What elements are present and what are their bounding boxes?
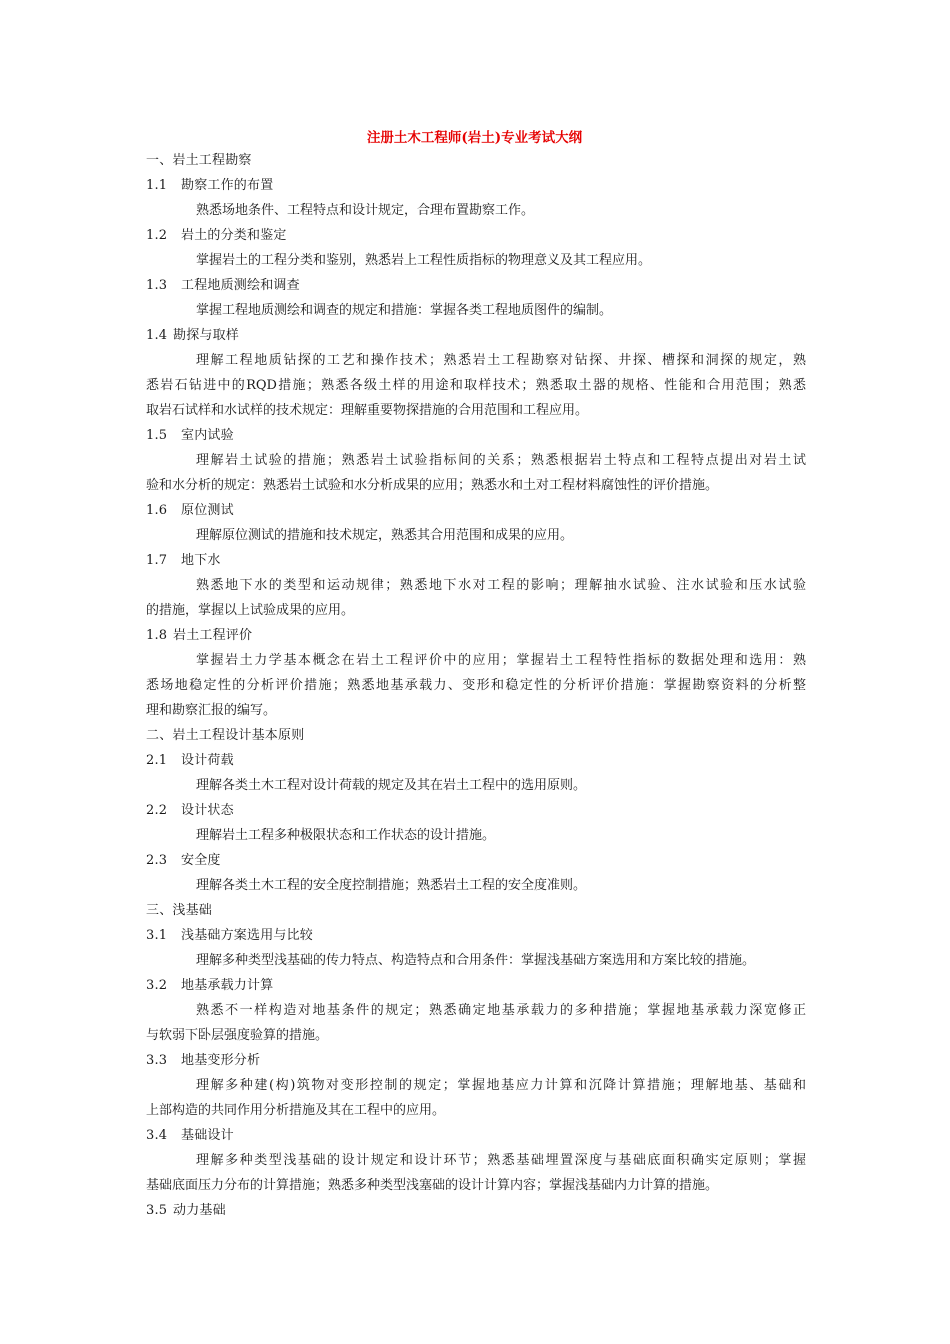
paragraph-line xyxy=(146,198,806,223)
subsection-title: 勘察工作的布置 xyxy=(181,178,274,193)
subsection-title: 安全度 xyxy=(181,853,221,868)
paragraph-line xyxy=(146,948,806,973)
subsection-heading xyxy=(146,798,806,823)
paragraph-line xyxy=(146,1098,806,1123)
subsection-number: 3.1 xyxy=(146,928,168,943)
subsection-heading xyxy=(146,748,806,773)
paragraph-text: 理和勘察汇报的编写。 xyxy=(146,703,277,718)
paragraph-line xyxy=(146,673,806,698)
subsection-heading xyxy=(146,423,806,448)
subsection-title: 浅基础方案选用与比较 xyxy=(181,928,314,943)
paragraph-line xyxy=(146,1148,806,1173)
paragraph-text: 理解岩土工程多种极限状态和工作状态的设计措施。 xyxy=(196,828,496,843)
paragraph-text: 理解工程地质钻探的工艺和操作技术；熟悉岩土工程勘察对钻探、井探、槽探和洞探的规定，熟 xyxy=(196,353,806,368)
paragraph-line xyxy=(146,648,806,673)
subsection-title: 岩土工程评价 xyxy=(173,628,253,643)
paragraph-line xyxy=(146,473,806,498)
subsection-heading xyxy=(146,223,806,248)
paragraph-text: 理解多种建(构)筑物对变形控制的规定；掌握地基应力计算和沉降计算措施；理解地基、基础和 xyxy=(196,1078,806,1093)
subsection-title: 动力基础 xyxy=(173,1203,226,1218)
section-heading: 三、浅基础 xyxy=(146,903,213,918)
subsection-number: 1.2 xyxy=(146,228,168,243)
paragraph-line xyxy=(146,998,806,1023)
subsection-heading xyxy=(146,973,806,998)
paragraph-text: 熟悉地下水的类型和运动规律；熟悉地下水对工程的影响；理解抽水试验、注水试验和压水试验 xyxy=(196,578,806,593)
paragraph-text: 的措施，掌握以上试验成果的应用。 xyxy=(146,603,355,618)
subsection-number: 1.4 xyxy=(146,328,168,343)
subsection-number: 1.5 xyxy=(146,428,168,443)
document-page xyxy=(146,128,806,1223)
subsection-number: 2.1 xyxy=(146,753,168,768)
section-heading: 一、岩土工程勘察 xyxy=(146,153,252,168)
subsection-title: 室内试验 xyxy=(181,428,234,443)
subsection-title: 设计状态 xyxy=(181,803,234,818)
subsection-number: 3.4 xyxy=(146,1128,168,1143)
subsection-number: 1.7 xyxy=(146,553,168,568)
paragraph-text: 理解多种类型浅基础的传力特点、构造特点和合用条件：掌握浅基础方案选用和方案比较的措施。 xyxy=(196,953,756,968)
paragraph-line xyxy=(146,398,806,423)
subsection-heading xyxy=(146,623,806,648)
subsection-title: 岩土的分类和鉴定 xyxy=(181,228,287,243)
subsection-number: 3.3 xyxy=(146,1053,168,1068)
paragraph-line xyxy=(146,448,806,473)
paragraph-line xyxy=(146,373,806,398)
paragraph-line xyxy=(146,598,806,623)
paragraph-text: 取岩石试样和水试样的技术规定：理解重要物探措施的合用范围和工程应用。 xyxy=(146,403,589,418)
paragraph-text: 上部构造的共同作用分析措施及其在工程中的应用。 xyxy=(146,1103,446,1118)
paragraph-text: 熟悉场地条件、工程特点和设计规定，合理布置勘察工作。 xyxy=(196,203,535,218)
paragraph-text: 掌握工程地质测绘和调查的规定和措施：掌握各类工程地质图件的编制。 xyxy=(196,303,613,318)
subsection-heading xyxy=(146,173,806,198)
subsection-number: 1.3 xyxy=(146,278,168,293)
subsection-heading xyxy=(146,923,806,948)
subsection-title: 工程地质测绘和调查 xyxy=(181,278,300,293)
subsection-title: 地基变形分析 xyxy=(181,1053,261,1068)
paragraph-text: 理解岩土试验的措施；熟悉岩土试验指标间的关系；熟悉根据岩土特点和工程特点提出对岩土试 xyxy=(196,453,806,468)
paragraph-text: 掌握岩土力学基本概念在岩土工程评价中的应用；掌握岩土工程特性指标的数据处理和选用：熟 xyxy=(196,653,806,668)
paragraph-text: 理解各类土木工程对设计荷载的规定及其在岩土工程中的选用原则。 xyxy=(196,778,587,793)
subsection-heading xyxy=(146,1123,806,1148)
paragraph-text: 验和水分析的规定：熟悉岩土试验和水分析成果的应用；熟悉水和土对工程材料腐蚀性的评价措施。 xyxy=(146,478,719,493)
paragraph-text: 悉岩石钻进中的RQD措施；熟悉各级土样的用途和取样技术；熟悉取土器的规格、性能和合用范围；熟悉 xyxy=(146,378,806,393)
subsection-heading xyxy=(146,848,806,873)
document-title: 注册土木工程师(岩土)专业考试大纲 xyxy=(366,130,583,146)
subsection-number: 3.2 xyxy=(146,978,168,993)
document-body xyxy=(146,148,806,1223)
subsection-heading xyxy=(146,1198,806,1223)
subsection-title: 原位测试 xyxy=(181,503,234,518)
paragraph-line xyxy=(146,823,806,848)
subsection-number: 2.2 xyxy=(146,803,168,818)
subsection-number: 3.5 xyxy=(146,1203,168,1218)
subsection-heading xyxy=(146,1048,806,1073)
paragraph-line xyxy=(146,573,806,598)
paragraph-line xyxy=(146,773,806,798)
subsection-heading xyxy=(146,498,806,523)
paragraph-line xyxy=(146,698,806,723)
paragraph-text: 基础底面压力分布的计算措施；熟悉多种类型浅塞础的设计计算内容；掌握浅基础内力计算的措施。 xyxy=(146,1178,719,1193)
paragraph-line xyxy=(146,1023,806,1048)
paragraph-line xyxy=(146,348,806,373)
paragraph-text: 理解原位测试的措施和技术规定，熟悉其合用范围和成果的应用。 xyxy=(196,528,574,543)
subsection-heading xyxy=(146,273,806,298)
paragraph-line xyxy=(146,1073,806,1098)
paragraph-line xyxy=(146,248,806,273)
paragraph-text: 悉场地稳定性的分析评价措施；熟悉地基承载力、变形和稳定性的分析评价措施：掌握勘察资料的分析整 xyxy=(146,678,806,693)
subsection-title: 勘探与取样 xyxy=(173,328,240,343)
subsection-heading xyxy=(146,548,806,573)
subsection-title: 基础设计 xyxy=(181,1128,234,1143)
paragraph-line xyxy=(146,523,806,548)
subsection-number: 1.1 xyxy=(146,178,168,193)
paragraph-text: 理解多种类型浅基础的设计规定和设计环节；熟悉基础埋置深度与基础底面积确实定原则；掌握 xyxy=(196,1153,806,1168)
paragraph-line xyxy=(146,298,806,323)
subsection-title: 地下水 xyxy=(181,553,221,568)
section-heading: 二、岩土工程设计基本原则 xyxy=(146,728,305,743)
paragraph-text: 与软弱下卧层强度验算的措施。 xyxy=(146,1028,329,1043)
paragraph-text: 理解各类土木工程的安全度控制措施；熟悉岩土工程的安全度准则。 xyxy=(196,878,587,893)
subsection-title: 地基承载力计算 xyxy=(181,978,274,993)
subsection-number: 1.8 xyxy=(146,628,168,643)
paragraph-text: 熟悉不一样构造对地基条件的规定；熟悉确定地基承载力的多种措施；掌握地基承载力深宽修正 xyxy=(196,1003,806,1018)
subsection-number: 1.6 xyxy=(146,503,168,518)
subsection-number: 2.3 xyxy=(146,853,168,868)
paragraph-line xyxy=(146,1173,806,1198)
subsection-title: 设计荷载 xyxy=(181,753,234,768)
subsection-heading xyxy=(146,323,806,348)
paragraph-line xyxy=(146,873,806,898)
paragraph-text: 掌握岩土的工程分类和鉴别，熟悉岩上工程性质指标的物理意义及其工程应用。 xyxy=(196,253,652,268)
